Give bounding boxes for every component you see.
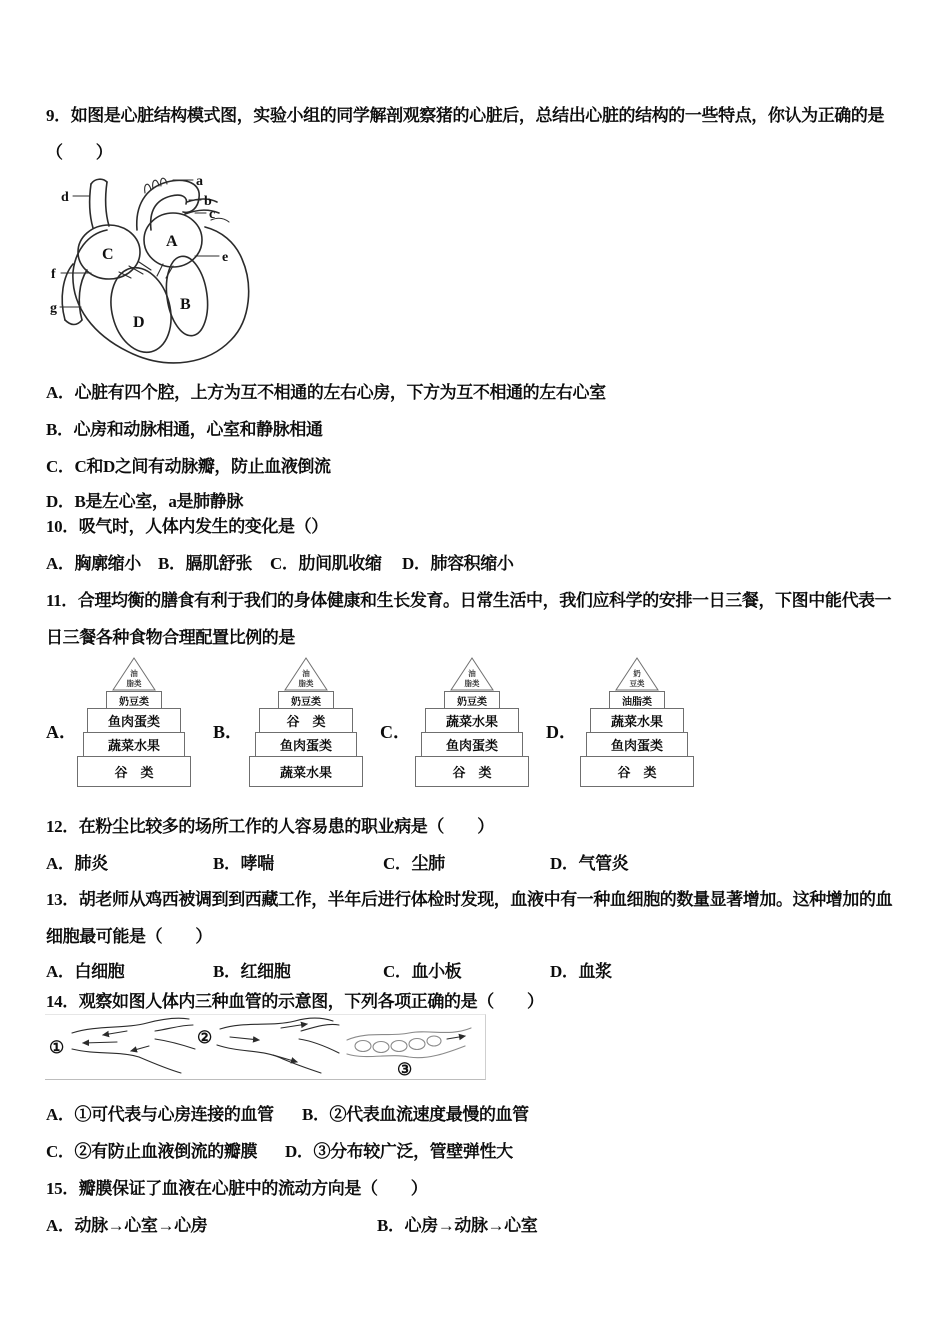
vessel-1-branch-4 bbox=[139, 1057, 181, 1073]
pyramid-c-row1: 奶豆类 bbox=[444, 691, 500, 709]
pyramid-c-top bbox=[449, 656, 495, 692]
vessel-1-arrow-1 bbox=[103, 1031, 127, 1035]
q11-option-a-letter: A． bbox=[46, 722, 77, 742]
pyramid-b-row2: 谷 类 bbox=[259, 708, 353, 733]
blood-vessel-figure bbox=[45, 1014, 486, 1080]
q10-option-c: C．肋间肌收缩 bbox=[270, 554, 382, 573]
pyramid-b-top-line2: 脂类 bbox=[298, 679, 314, 688]
q9-option-c: C．C和D之间有动脉瓣，防止血液倒流 bbox=[46, 457, 331, 476]
q13-text-line2: 细胞最可能是（ ） bbox=[46, 927, 212, 946]
capillary-cell-5 bbox=[427, 1036, 441, 1046]
vessel-1-label: ① bbox=[49, 1038, 65, 1057]
q10-option-b: B．膈肌舒张 bbox=[158, 554, 252, 573]
capillary-cell-2 bbox=[373, 1042, 389, 1053]
heart-label-f: f bbox=[51, 267, 56, 282]
pyramid-a-row3: 蔬菜水果 bbox=[83, 732, 185, 757]
q13-option-c: C．血小板 bbox=[383, 962, 462, 981]
pyramid-d-row1: 油脂类 bbox=[609, 691, 665, 709]
q9-option-a: A．心脏有四个腔，上方为互不相通的左右心房，下方为互不相通的左右心室 bbox=[46, 383, 606, 402]
pyramid-d-top-line2: 豆类 bbox=[629, 679, 645, 688]
pyramid-c-top-line1: 油 bbox=[468, 669, 476, 678]
vessel-1-branch-1 bbox=[147, 1018, 189, 1023]
food-pyramid-c bbox=[414, 656, 530, 787]
q12-option-b: B．哮喘 bbox=[213, 854, 274, 873]
vessel-1-arrow-2 bbox=[83, 1042, 117, 1043]
aorta-outer bbox=[137, 180, 199, 230]
q9-text-line2: （ ） bbox=[46, 143, 113, 162]
q11-option-d-letter: D． bbox=[546, 722, 577, 742]
vena-cava-cap bbox=[91, 179, 107, 184]
q12-option-d: D．气管炎 bbox=[550, 854, 629, 873]
vena-cava-right-wall bbox=[106, 182, 109, 226]
arch-branch-3 bbox=[161, 178, 167, 186]
heart-chamber-a: A bbox=[166, 233, 178, 250]
pyramid-a-row1: 奶豆类 bbox=[106, 691, 162, 709]
capillary-cell-1 bbox=[355, 1041, 371, 1052]
q15-option-a: A．动脉→心室→心房 bbox=[46, 1216, 208, 1235]
vessel-1-wall-top bbox=[72, 1023, 147, 1033]
vessel-2-label: ② bbox=[197, 1028, 213, 1047]
heart-label-d: d bbox=[61, 190, 69, 205]
vessel-3-label: ③ bbox=[397, 1060, 413, 1078]
vessel-2-branch-2 bbox=[301, 1024, 339, 1031]
pyramid-a-row2: 鱼肉蛋类 bbox=[87, 708, 181, 733]
inferior-vessel-left bbox=[62, 264, 73, 320]
vessel-2-branch-4 bbox=[283, 1059, 321, 1073]
heart-outline bbox=[73, 227, 249, 363]
q10-option-d: D．肺容积缩小 bbox=[402, 554, 514, 573]
capillary-cell-3 bbox=[391, 1041, 407, 1052]
vessel-1-branch-2 bbox=[155, 1025, 193, 1031]
heart-label-e: e bbox=[222, 250, 229, 265]
pyramid-c-row4: 谷 类 bbox=[415, 756, 529, 787]
heart-label-c: c bbox=[209, 207, 216, 222]
heart-label-g: g bbox=[50, 301, 57, 316]
q9-text-line1: 9．如图是心脏结构模式图，实验小组的同学解剖观察猪的心脏后，总结出心脏的结构的一些特点，你认为正确的是 bbox=[46, 106, 885, 125]
vessel-2-arrow-3 bbox=[273, 1055, 297, 1062]
inferior-vessel-cap bbox=[65, 320, 82, 325]
pyramid-b-row4: 蔬菜水果 bbox=[249, 756, 363, 787]
food-pyramid-a bbox=[76, 656, 192, 787]
pyramid-b-top bbox=[283, 656, 329, 692]
q11-text-line2: 日三餐各种食物合理配置比例的是 bbox=[46, 628, 295, 647]
pyramid-c-row3: 鱼肉蛋类 bbox=[421, 732, 523, 757]
q11-option-b-letter: B． bbox=[213, 722, 244, 742]
pyramid-c-top-line2: 脂类 bbox=[464, 679, 480, 688]
pyramid-a-row4: 谷 类 bbox=[77, 756, 191, 787]
q10-text: 10．吸气时，人体内发生的变化是（） bbox=[46, 517, 328, 536]
pyramid-b-top-line1: 油 bbox=[302, 669, 310, 678]
q12-option-c: C．尘肺 bbox=[383, 854, 445, 873]
q11-option-c-letter: C． bbox=[380, 722, 411, 742]
vessel-3-arrow bbox=[447, 1036, 465, 1039]
vessel-2-wall-bottom bbox=[217, 1045, 283, 1059]
pyramid-b-row1: 奶豆类 bbox=[278, 691, 334, 709]
q10-option-a: A．胸廓缩小 bbox=[46, 554, 141, 573]
vena-cava-left-wall bbox=[90, 184, 93, 228]
vessel-1-wall-bottom bbox=[72, 1049, 139, 1057]
vessel-1-arrow-3 bbox=[131, 1046, 149, 1051]
capillary-cell-4 bbox=[409, 1039, 425, 1050]
q14-option-c: C．②有防止血液倒流的瓣膜 bbox=[46, 1142, 258, 1161]
q15-text: 15．瓣膜保证了血液在心脏中的流动方向是（ ） bbox=[46, 1179, 428, 1198]
heart-chamber-d: D bbox=[133, 314, 145, 331]
vessel-2-arrow-1 bbox=[230, 1037, 259, 1040]
food-pyramid-b bbox=[248, 656, 364, 787]
pyramid-a-top-line2: 脂类 bbox=[126, 679, 142, 688]
q9-option-b: B．心房和动脉相通，心室和静脉相通 bbox=[46, 420, 323, 439]
q13-option-b: B．红细胞 bbox=[213, 962, 291, 981]
q13-option-a: A．白细胞 bbox=[46, 962, 125, 981]
q14-option-d: D．③分布较广泛，管壁弹性大 bbox=[285, 1142, 513, 1161]
pyramid-d-top bbox=[614, 656, 660, 692]
pyramid-d-row3: 鱼肉蛋类 bbox=[586, 732, 688, 757]
vessel-2-branch-1 bbox=[295, 1018, 333, 1021]
q13-option-d: D．血浆 bbox=[550, 962, 612, 981]
q12-option-a: A．肺炎 bbox=[46, 854, 108, 873]
heart-chamber-c: C bbox=[102, 246, 114, 263]
blood-vessel-svg bbox=[45, 1015, 485, 1078]
pyramid-a-top bbox=[111, 656, 157, 692]
vessel-2-branch-3 bbox=[299, 1039, 339, 1053]
pyramid-b-row3: 鱼肉蛋类 bbox=[255, 732, 357, 757]
q9-option-d: D．B是左心室，a是肺静脉 bbox=[46, 492, 243, 511]
q11-pyramid-figure bbox=[46, 652, 906, 792]
pyramid-c-row2: 蔬菜水果 bbox=[425, 708, 519, 733]
pyramid-d-row2: 蔬菜水果 bbox=[590, 708, 684, 733]
q15-option-b: B．心房→动脉→心室 bbox=[377, 1216, 538, 1235]
vessel-2-arrow-2 bbox=[281, 1024, 307, 1028]
q14-text: 14．观察如图人体内三种血管的示意图，下列各项正确的是（ ） bbox=[46, 992, 544, 1011]
q13-text-line1: 13．胡老师从鸡西被调到到西藏工作，半年后进行体检时发现，血液中有一种血细胞的数量显著增加。这种增加的血 bbox=[46, 890, 893, 909]
pyramid-d-row4: 谷 类 bbox=[580, 756, 694, 787]
q12-text: 12．在粉尘比较多的场所工作的人容易患的职业病是（ ） bbox=[46, 817, 494, 836]
heart-chamber-b: B bbox=[180, 296, 191, 313]
vessel-1-branch-3 bbox=[155, 1039, 195, 1049]
heart-diagram bbox=[45, 168, 285, 373]
pyramid-a-top-line1: 油 bbox=[130, 669, 138, 678]
heart-label-b: b bbox=[204, 194, 212, 209]
food-pyramid-d bbox=[579, 656, 695, 787]
q14-option-a: A．①可代表与心房连接的血管 bbox=[46, 1105, 274, 1124]
q14-option-b: B．②代表血流速度最慢的血管 bbox=[302, 1105, 529, 1124]
pyramid-d-top-line1: 奶 bbox=[633, 669, 641, 678]
heart-label-a: a bbox=[196, 174, 203, 189]
q11-text-line1: 11．合理均衡的膳食有利于我们的身体健康和生长发育。日常生活中，我们应科学的安排一日三餐，下图中能代表一 bbox=[46, 591, 892, 610]
